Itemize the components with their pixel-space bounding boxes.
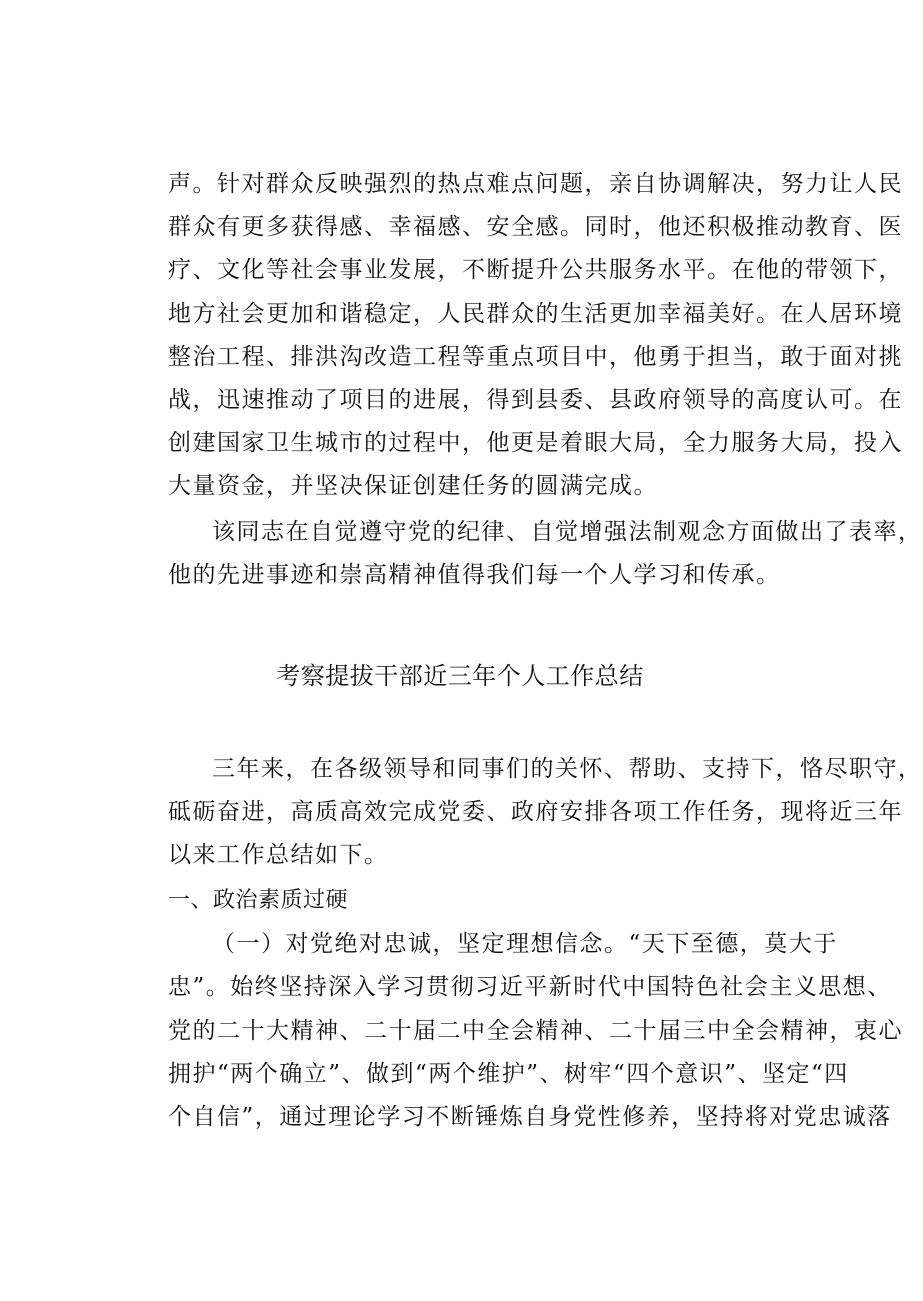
paragraph-line: 声。针对群众反映强烈的热点难点问题，亲自协调解决，努力让人民 [168,171,903,197]
paragraph-line: （一）对党绝对忠诚，坚定理想信念。“天下至德，莫大于 [212,931,838,957]
paragraph-line: 他的先进事迹和崇高精神值得我们每一个人学习和传承。 [168,562,781,588]
paragraph-line: 党的二十大精神、二十届二中全会精神、二十届三中全会精神，衷心 [168,1018,903,1044]
paragraph-line: 以来工作总结如下。 [168,842,389,868]
paragraph-line: 创建国家卫生城市的过程中，他更是着眼大局，全力服务大局，投入 [168,430,903,456]
paragraph-line: 战，迅速推动了项目的进展，得到县委、县政府领导的高度认可。在 [168,387,903,413]
paragraph-line: 地方社会更加和谐稳定，人民群众的生活更加幸福美好。在人居环境 [168,301,903,327]
paragraph-line: 大量资金，并坚决保证创建任务的圆满完成。 [168,473,658,499]
paragraph-line: 个自信”，通过理论学习不断锤炼自身党性修养，坚持将对党忠诚落 [168,1104,892,1130]
paragraph-line: 整治工程、排洪沟改造工程等重点项目中，他勇于担当，敢于面对挑 [168,344,903,370]
paragraph-line: 拥护“两个确立”、做到“两个维护”、树牢“四个意识”、坚定“四 [168,1061,849,1087]
paragraph-line: 三年来，在各级领导和同事们的关怀、帮助、支持下，恪尽职守， [212,756,923,782]
document-title: 考察提拔干部近三年个人工作总结 [276,662,644,690]
paragraph-line: 疗、文化等社会事业发展，不断提升公共服务水平。在他的带领下， [168,257,903,283]
paragraph-line: 砥砺奋进，高质高效完成党委、政府安排各项工作任务，现将近三年 [168,799,903,825]
paragraph-line: 群众有更多获得感、幸福感、安全感。同时，他还积极推动教育、医 [168,214,903,240]
section-heading: 一、政治素质过硬 [168,888,349,913]
paragraph-line: 忠”。始终坚持深入学习贯彻习近平新时代中国特色社会主义思想、 [168,974,892,1000]
paragraph-line: 该同志在自觉遵守党的纪律、自觉增强法制观念方面做出了表率， [212,519,923,545]
